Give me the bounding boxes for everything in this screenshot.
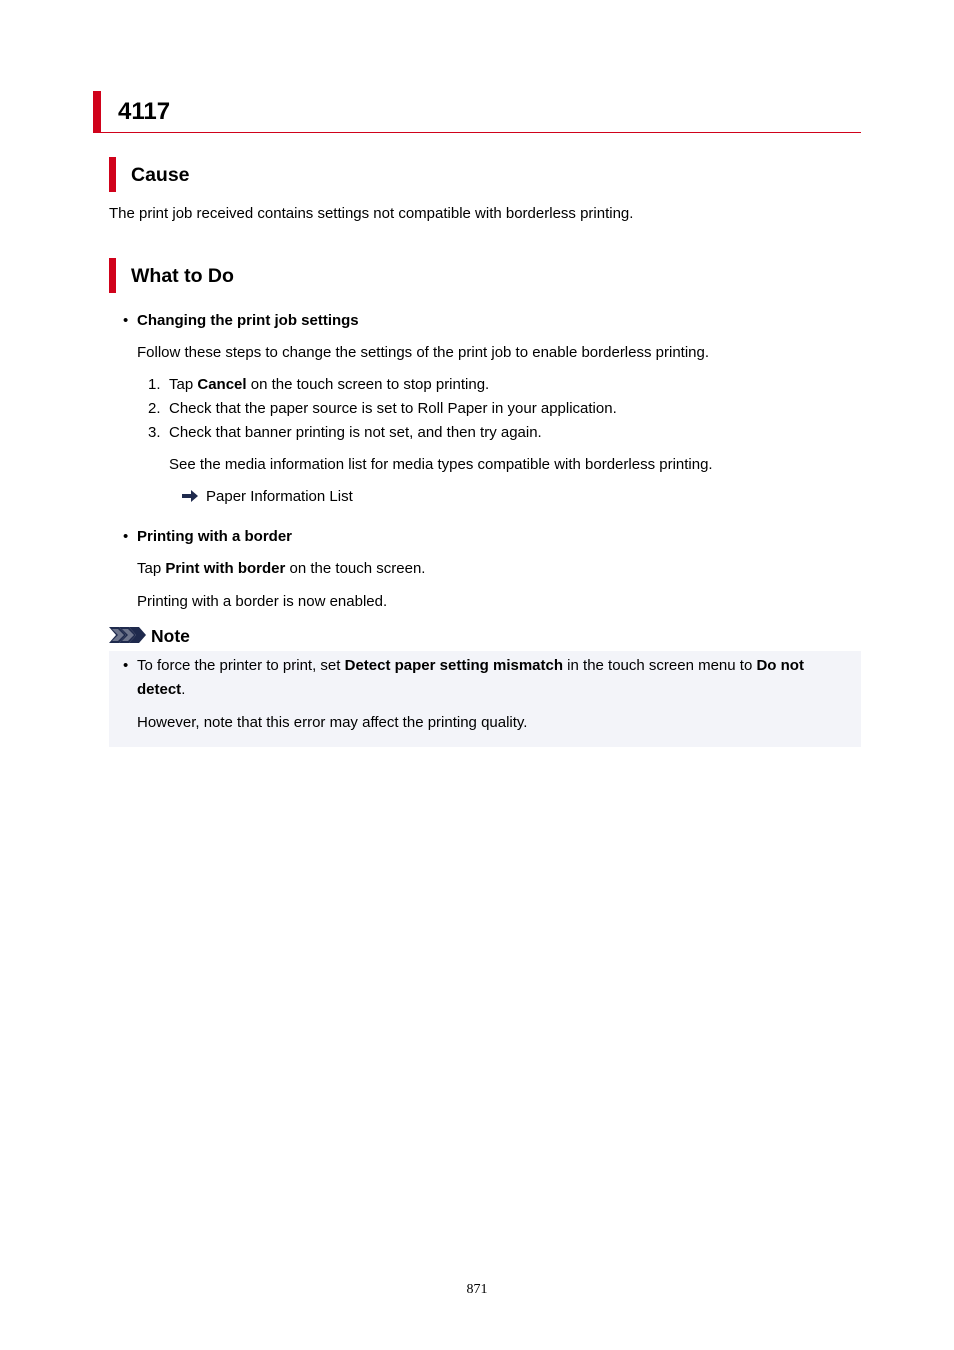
title-accent-bar bbox=[93, 91, 101, 133]
cause-accent-bar bbox=[109, 157, 116, 192]
bullet-marker: • bbox=[123, 528, 129, 545]
note-line-3: However, note that this error may affect the printing quality. bbox=[137, 714, 528, 731]
step-3-text: Check that banner printing is not set, and then try again. bbox=[169, 424, 542, 441]
title-underline bbox=[101, 132, 861, 133]
step-number: 1. bbox=[148, 376, 161, 393]
note-line-2: detect. bbox=[137, 681, 186, 698]
cancel-label: Cancel bbox=[197, 376, 247, 393]
cause-heading: Cause bbox=[131, 164, 190, 186]
what-to-do-accent-bar bbox=[109, 258, 116, 293]
print-with-border-instruction: Tap Print with border on the touch screen. bbox=[137, 560, 426, 577]
item-title-changing-settings: Changing the print job settings bbox=[137, 312, 359, 329]
see-also-text: See the media information list for media types compatible with borderless printing. bbox=[169, 456, 713, 473]
arrow-right-icon bbox=[182, 490, 198, 502]
border-enabled-text: Printing with a border is now enabled. bbox=[137, 593, 388, 610]
bullet-marker: • bbox=[123, 657, 129, 674]
do-not-detect-label: Do not bbox=[756, 657, 804, 674]
step-1-text: Tap Cancel on the touch screen to stop printing. bbox=[169, 376, 490, 393]
item-title-printing-border: Printing with a border bbox=[137, 528, 293, 545]
print-with-border-label: Print with border bbox=[165, 560, 286, 577]
bullet-marker: • bbox=[123, 312, 129, 329]
what-to-do-heading: What to Do bbox=[131, 265, 234, 287]
step-number: 3. bbox=[148, 424, 161, 441]
page-title: 4117 bbox=[118, 98, 171, 125]
cause-text: The print job received contains settings not compatible with borderless printing. bbox=[109, 205, 634, 222]
step-2-text: Check that the paper source is set to Roll Paper in your application. bbox=[169, 400, 617, 417]
paper-information-list-link[interactable]: Paper Information List bbox=[206, 488, 353, 505]
note-chevrons-icon bbox=[109, 627, 147, 643]
page-number: 871 bbox=[466, 1282, 488, 1297]
note-line-1: To force the printer to print, set Detect paper setting mismatch in the touch screen menu to Do not bbox=[137, 657, 804, 674]
step-number: 2. bbox=[148, 400, 161, 417]
detect-mismatch-label: Detect paper setting mismatch bbox=[344, 657, 564, 674]
note-label: Note bbox=[151, 626, 190, 646]
item-intro: Follow these steps to change the settings of the print job to enable borderless printing. bbox=[137, 344, 710, 361]
